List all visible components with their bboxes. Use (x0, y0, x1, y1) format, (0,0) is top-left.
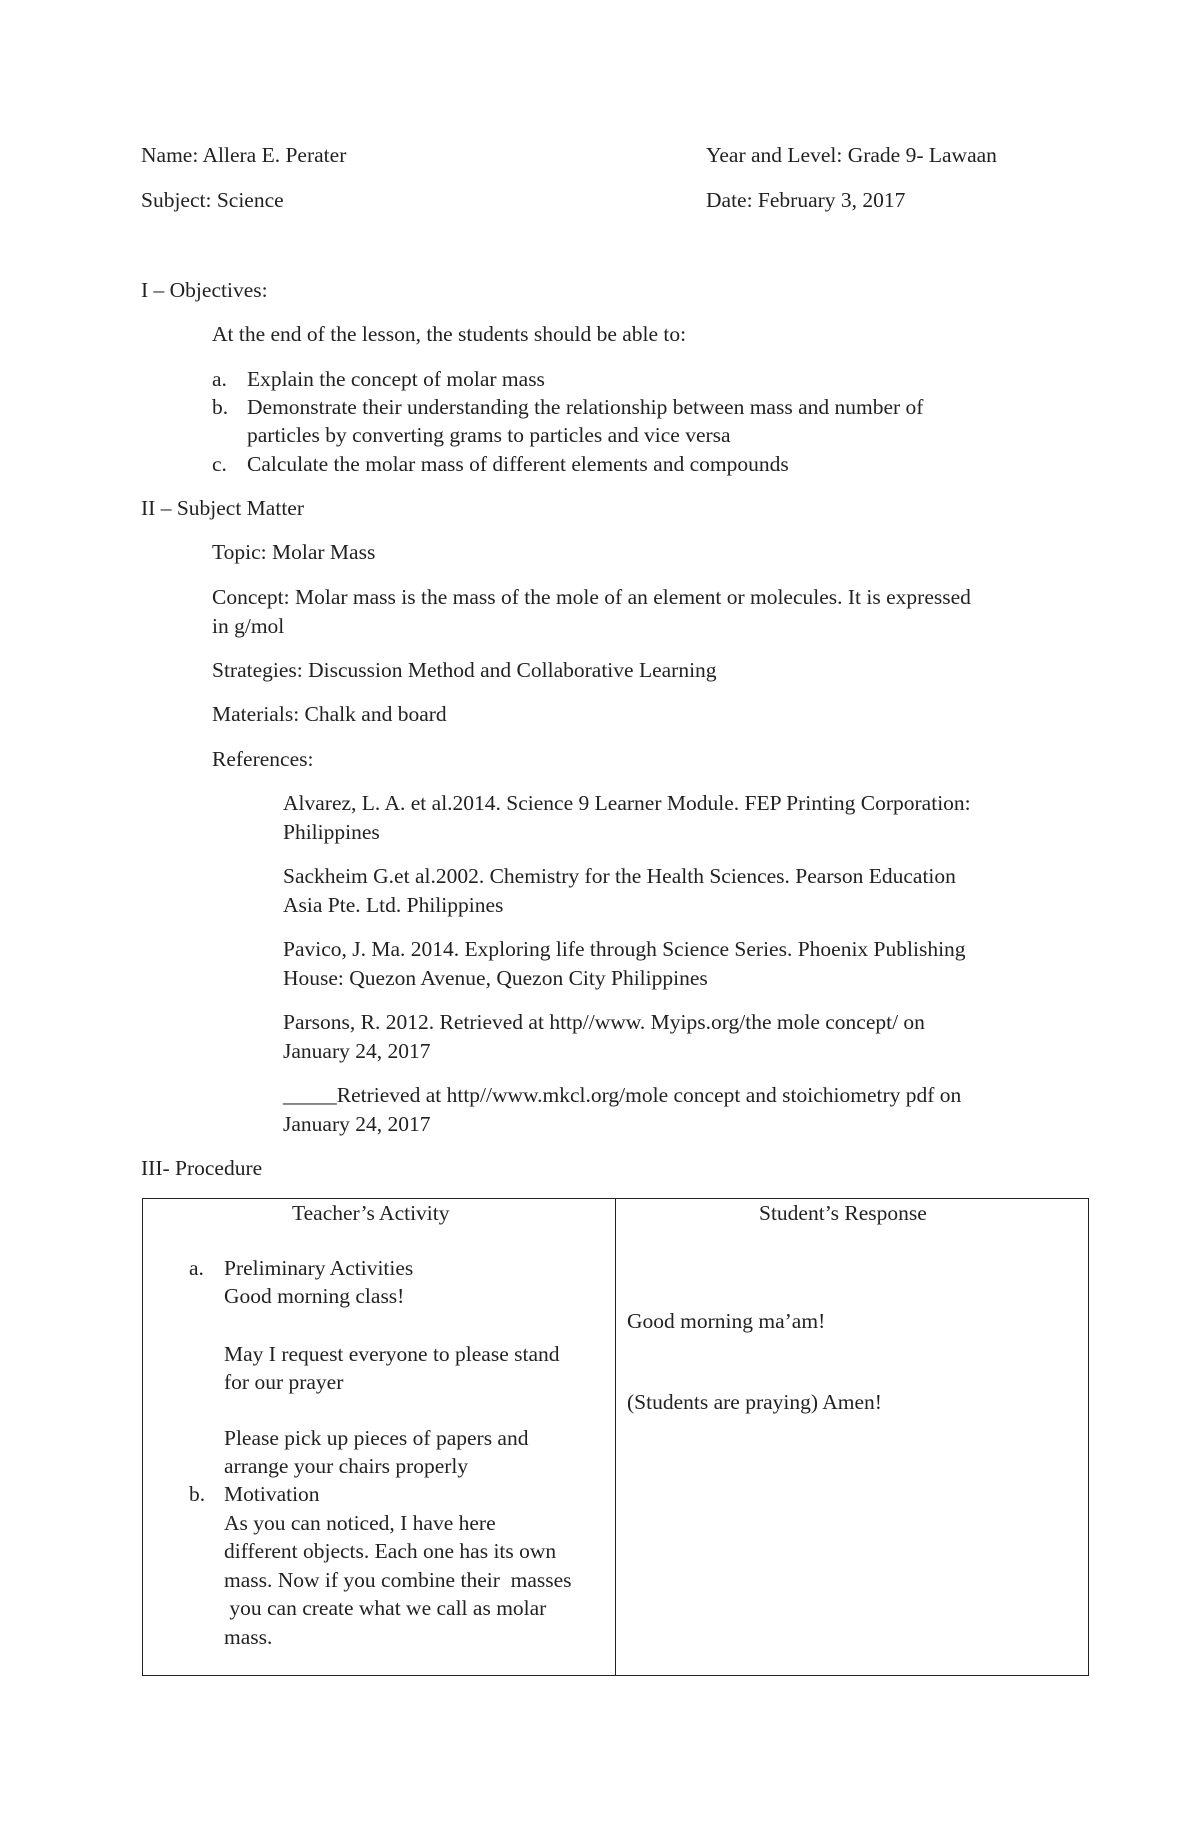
student-name: Name: Allera E. Perater (141, 143, 347, 167)
objective-marker: b. (212, 395, 229, 419)
strategies: Strategies: Discussion Method and Collaborative Learning (212, 658, 717, 682)
student-response-header: Student’s Response (759, 1201, 927, 1225)
motivation-line: different objects. Each one has its own (224, 1539, 557, 1563)
reference-entry-continued: January 24, 2017 (283, 1112, 431, 1136)
classroom-instruction-line-1: Please pick up pieces of papers and (224, 1426, 529, 1450)
motivation-line: mass. Now if you combine their masses (224, 1568, 572, 1592)
prayer-request-line-2: for our prayer (224, 1370, 344, 1394)
student-prayer-response: (Students are praying) Amen! (627, 1390, 882, 1414)
teacher-activity-column (143, 1199, 616, 1676)
reference-entry-continued: Philippines (283, 820, 380, 844)
topic: Topic: Molar Mass (212, 540, 376, 564)
preliminary-activities-title: Preliminary Activities (224, 1256, 414, 1280)
reference-entry: Sackheim G.et al.2002. Chemistry for the Health Sciences. Pearson Education (283, 864, 956, 888)
reference-entry: _____Retrieved at http//www.mkcl.org/mole concept and stoichiometry pdf on (283, 1083, 962, 1107)
objective-text: Calculate the molar mass of different elements and compounds (247, 452, 789, 476)
procedure-table (142, 1198, 1089, 1676)
references-label: References: (212, 747, 314, 771)
reference-entry-continued: January 24, 2017 (283, 1039, 431, 1063)
concept-line-1: Concept: Molar mass is the mass of the mole of an element or molecules. It is expressed (212, 585, 971, 609)
objective-text-continued: particles by converting grams to particles and vice versa (247, 423, 731, 447)
classroom-instruction-line-2: arrange your chairs properly (224, 1454, 469, 1478)
reference-entry: Pavico, J. Ma. 2014. Exploring life through Science Series. Phoenix Publishing (283, 937, 966, 961)
objective-item (212, 450, 1012, 478)
teacher-greeting: Good morning class! (224, 1284, 405, 1308)
subject: Subject: Science (141, 188, 284, 212)
motivation-line: As you can noticed, I have here (224, 1511, 496, 1535)
objective-marker: a. (212, 367, 227, 391)
motivation-line: you can create what we call as molar (224, 1596, 547, 1620)
activity-marker: b. (189, 1482, 206, 1506)
concept-line-2: in g/mol (212, 614, 285, 638)
objective-item (212, 365, 1012, 393)
materials: Materials: Chalk and board (212, 702, 447, 726)
subject-matter-heading: II – Subject Matter (141, 496, 304, 520)
reference-entry-continued: Asia Pte. Ltd. Philippines (283, 893, 504, 917)
activity-marker: a. (189, 1256, 204, 1280)
reference-entry: Parsons, R. 2012. Retrieved at http//www. Myips.org/the mole concept/ on (283, 1010, 925, 1034)
student-greeting-response: Good morning ma’am! (627, 1309, 826, 1333)
objectives-heading: I – Objectives: (141, 278, 268, 302)
objective-text: Explain the concept of molar mass (247, 367, 545, 391)
motivation-line: mass. (224, 1625, 273, 1649)
year-and-level: Year and Level: Grade 9- Lawaan (706, 143, 997, 167)
teacher-activity-header: Teacher’s Activity (292, 1201, 450, 1225)
objective-marker: c. (212, 452, 227, 476)
motivation-title: Motivation (224, 1482, 320, 1506)
objectives-intro: At the end of the lesson, the students should be able to: (212, 322, 687, 346)
objective-item (212, 393, 1012, 449)
reference-entry-continued: House: Quezon Avenue, Quezon City Philippines (283, 966, 708, 990)
prayer-request-line-1: May I request everyone to please stand (224, 1342, 560, 1366)
reference-entry: Alvarez, L. A. et al.2014. Science 9 Learner Module. FEP Printing Corporation: (283, 791, 971, 815)
procedure-heading: III- Procedure (141, 1156, 263, 1180)
objective-text: Demonstrate their understanding the relationship between mass and number of (247, 395, 924, 419)
student-response-column (616, 1199, 1089, 1676)
date: Date: February 3, 2017 (706, 188, 906, 212)
